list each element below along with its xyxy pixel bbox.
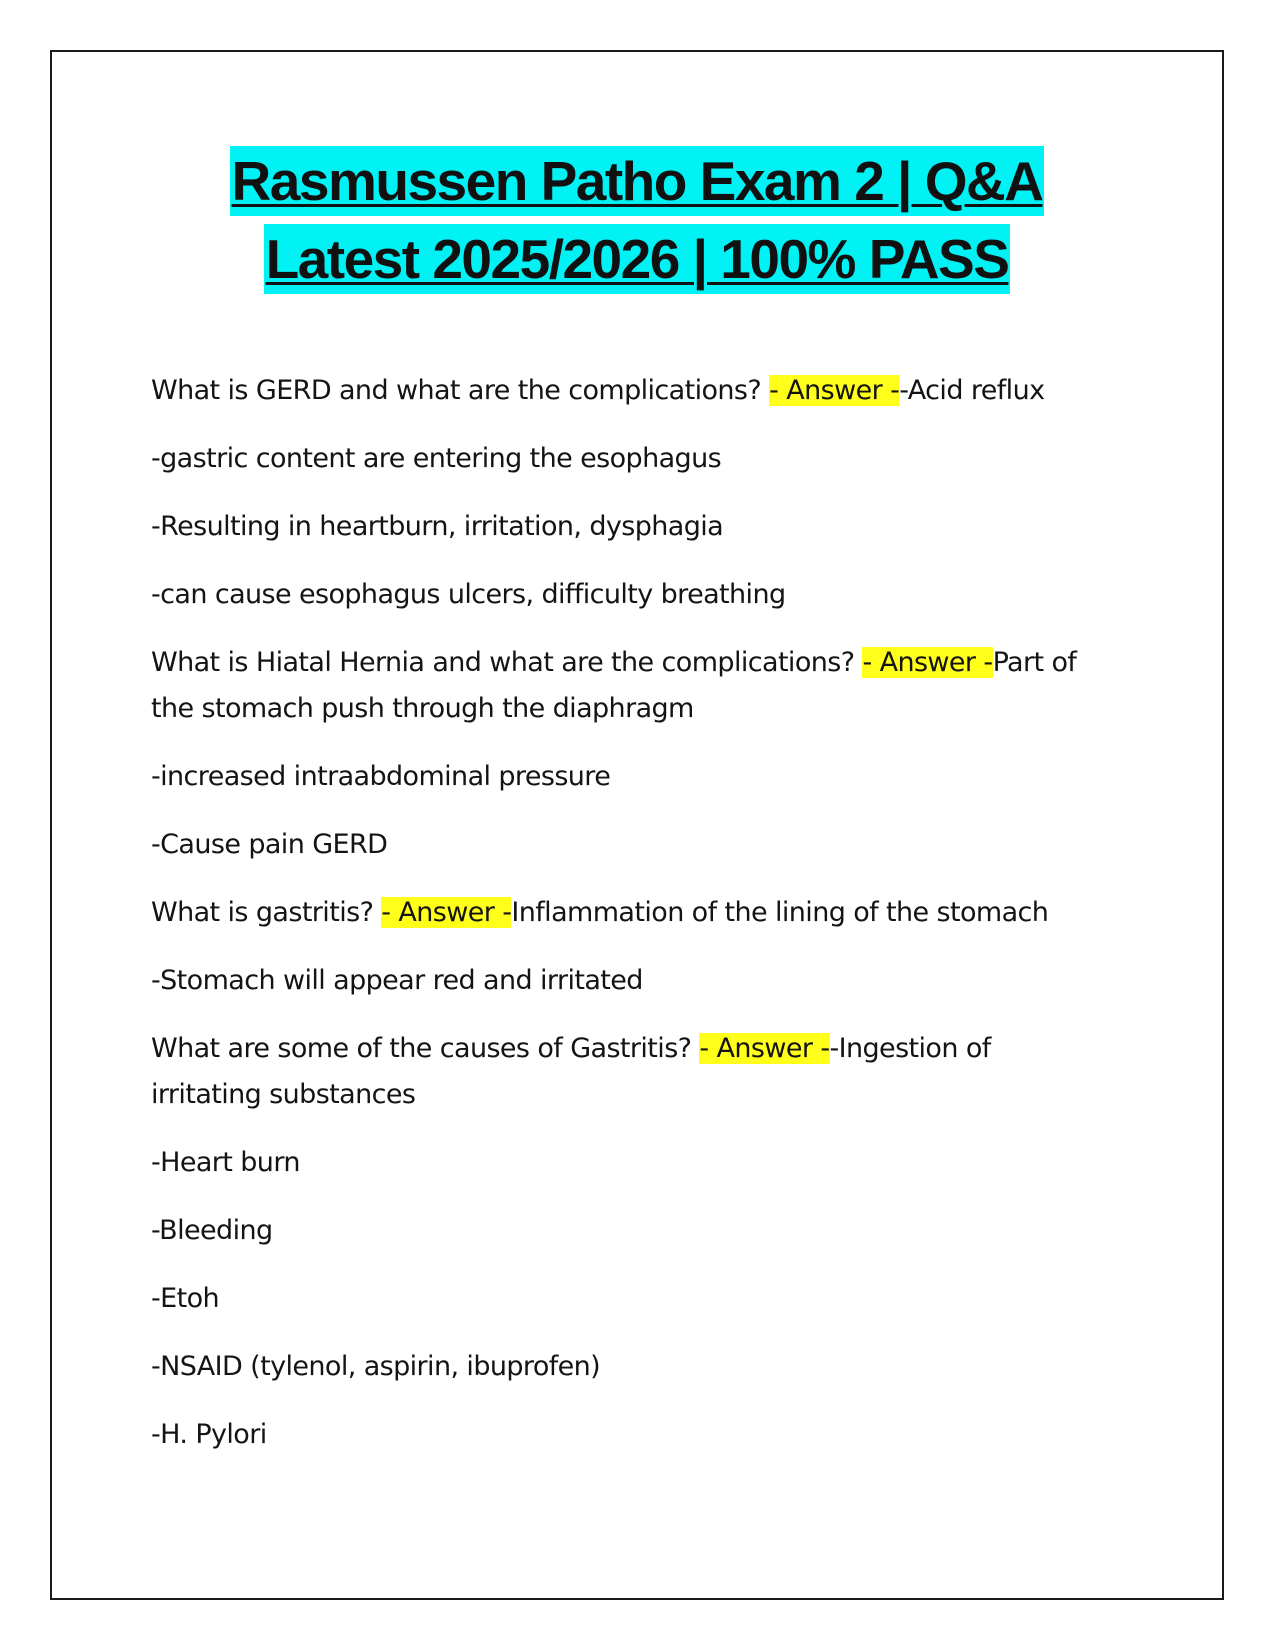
title-line-1: Rasmussen Patho Exam 2 | Q&A: [230, 146, 1045, 216]
list-item: -H. Pylori: [151, 1419, 267, 1450]
question-gastritis: [151, 890, 1141, 958]
list-item: -Stomach will appear red and irritated: [151, 965, 643, 996]
document-title: [50, 146, 1224, 294]
question-text: What is GERD and what are the complications?: [151, 375, 770, 406]
answer-text: -Ingestion of: [829, 1033, 991, 1064]
question-hiatal-hernia: [151, 640, 1141, 754]
answer-marker: - Answer -: [862, 647, 993, 678]
question-text: What is Hiatal Hernia and what are the complications?: [151, 647, 863, 678]
title-line-2: Latest 2025/2026 | 100% PASS: [264, 224, 1011, 294]
question-gastritis-causes: [151, 1026, 1141, 1140]
answer-text: Inflammation of the lining of the stomach: [511, 897, 1049, 928]
answer-marker: - Answer -: [769, 375, 900, 406]
list-item: -can cause esophagus ulcers, difficulty breathing: [151, 579, 786, 610]
answer-marker: - Answer -: [699, 1033, 830, 1064]
answer-marker: - Answer -: [381, 897, 512, 928]
list-item: -gastric content are entering the esophagus: [151, 443, 722, 474]
list-item: -Heart burn: [151, 1147, 300, 1178]
list-item: -Cause pain GERD: [151, 829, 388, 860]
list-item: -NSAID (tylenol, aspirin, ibuprofen): [151, 1351, 601, 1382]
answer-text-continued: irritating substances: [151, 1079, 416, 1110]
answer-text-continued: the stomach push through the diaphragm: [151, 693, 694, 724]
list-item: -Bleeding: [151, 1215, 273, 1246]
qa-content: [151, 368, 1141, 1480]
question-text: What is gastritis?: [151, 897, 382, 928]
question-text: What are some of the causes of Gastritis?: [151, 1033, 700, 1064]
question-gerd: [151, 368, 1141, 436]
answer-text: Part of: [992, 647, 1077, 678]
answer-text: -Acid reflux: [899, 375, 1045, 406]
list-item: -Resulting in heartburn, irritation, dysphagia: [151, 511, 724, 542]
list-item: -increased intraabdominal pressure: [151, 761, 611, 792]
list-item: -Etoh: [151, 1283, 220, 1314]
